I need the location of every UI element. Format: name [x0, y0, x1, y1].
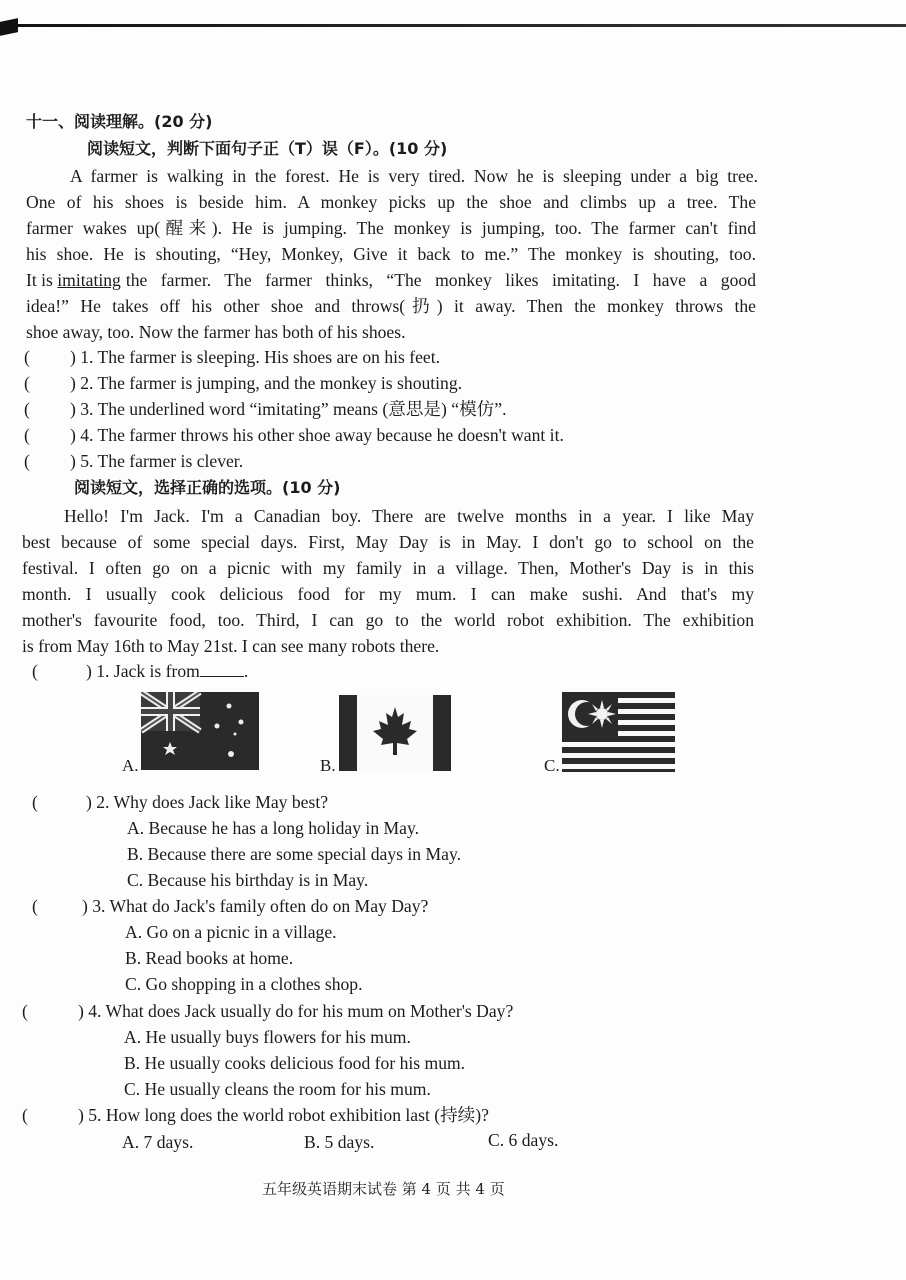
answer-paren: (	[24, 451, 30, 471]
question-text: ) 1. Jack is from	[86, 661, 200, 681]
passage-line: festival. I often go on a picnic with my family in a village. Then, Mother's Day is in this	[22, 558, 754, 578]
question-text: ) 2. Why does Jack like May best?	[86, 792, 329, 812]
option-c[interactable]: C. He usually cleans the room for his mum.	[124, 1079, 431, 1099]
question-text: ) 3. What do Jack's family often do on May Day?	[82, 896, 429, 916]
answer-paren: (	[22, 1105, 28, 1125]
passage-line: his shoe. He is shouting, “Hey, Monkey, Give it back to me.” The monkey is shouting, too.	[26, 244, 756, 264]
scan-edge-line	[0, 24, 906, 27]
passage-line: One of his shoes is beside him. A monkey picks up the shoe and climbs up a tree. The	[26, 192, 756, 212]
passage-line: A farmer is walking in the forest. He is very tired. Now he is sleeping under a big tree.	[70, 166, 758, 186]
mc-question-2[interactable]	[32, 789, 328, 815]
answer-paren: (	[22, 1001, 28, 1021]
malaysia-flag-icon[interactable]	[562, 692, 675, 772]
option-b[interactable]: B. Because there are some special days in May.	[127, 844, 461, 864]
question-text: ) 2. The farmer is jumping, and the monkey is shouting.	[70, 373, 463, 393]
tf-question[interactable]	[24, 422, 564, 448]
canada-flag-icon[interactable]	[339, 695, 451, 771]
page-footer: 五年级英语期末试卷 第 4 页 共 4 页	[262, 1180, 505, 1198]
passage-line: mother's favourite food, too. Third, I can go to the world robot exhibition. The exhibition	[22, 610, 754, 630]
option-a[interactable]: A. Because he has a long holiday in May.	[127, 818, 420, 838]
passage-line: best because of some special days. First, May Day is in May. I don't go to school on the	[22, 532, 754, 552]
tf-question[interactable]	[24, 370, 462, 396]
answer-paren: (	[24, 399, 30, 419]
question-text: ) 5. How long does the world robot exhibition last (持续)?	[78, 1105, 489, 1125]
option-a[interactable]: A. 7 days.	[122, 1132, 194, 1152]
australia-flag-icon[interactable]	[141, 692, 259, 770]
scan-edge-corner	[0, 18, 18, 36]
answer-paren: (	[24, 425, 30, 445]
tf-question[interactable]	[24, 448, 243, 474]
mc-question-4[interactable]	[22, 998, 513, 1024]
passage-line: Hello! I'm Jack. I'm a Canadian boy. There are twelve months in a year. I like May	[64, 506, 754, 526]
option-b[interactable]: B. 5 days.	[304, 1132, 375, 1152]
mc-question-3[interactable]	[32, 893, 428, 919]
option-c[interactable]: C. Because his birthday is in May.	[127, 870, 369, 890]
option-c-label[interactable]: C.	[544, 756, 560, 775]
passage-line: shoe away, too. Now the farmer has both of his shoes.	[26, 322, 406, 342]
option-c[interactable]: C. 6 days.	[488, 1130, 559, 1150]
answer-paren: (	[24, 373, 30, 393]
option-b[interactable]: B. Read books at home.	[125, 948, 294, 968]
question-text: ) 3. The underlined word “imitating” means (意思是) “模仿”.	[70, 399, 507, 419]
option-b[interactable]: B. He usually cooks delicious food for his mum.	[124, 1053, 466, 1073]
question-text: ) 4. What does Jack usually do for his mum on Mother's Day?	[78, 1001, 514, 1021]
passage-line: idea!” He takes off his other shoe and throws(扔) it away. Then the monkey throws the	[26, 296, 756, 316]
option-a[interactable]: A. Go on a picnic in a village.	[125, 922, 337, 942]
option-a[interactable]: A. He usually buys flowers for his mum.	[124, 1027, 411, 1047]
underlined-word: imitating	[57, 270, 121, 290]
answer-paren: (	[24, 347, 30, 367]
passage-line: is from May 16th to May 21st. I can see many robots there.	[22, 636, 440, 656]
union-jack-canton	[141, 692, 200, 731]
tf-question[interactable]	[24, 344, 440, 370]
tf-question[interactable]	[24, 396, 506, 422]
question-text: ) 1. The farmer is sleeping. His shoes are on his feet.	[70, 347, 441, 367]
answer-paren: (	[32, 896, 38, 916]
answer-blank	[200, 661, 244, 677]
answer-paren: (	[32, 792, 38, 812]
answer-paren: (	[32, 661, 38, 681]
part1-instruction: 阅读短文，判断下面句子正（T）误（F）。(10 分)	[87, 139, 448, 158]
passage-line	[26, 267, 756, 293]
question-text: ) 4. The farmer throws his other shoe away because he doesn't want it.	[70, 425, 564, 445]
passage-text: It is	[26, 270, 58, 290]
part2-instruction: 阅读短文，选择正确的选项。(10 分)	[74, 478, 341, 497]
question-text: ) 5. The farmer is clever.	[70, 451, 244, 471]
passage-line: farmer wakes up(醒来). He is jumping. The monkey is jumping, too. The farmer can't find	[26, 218, 756, 238]
section-title: 十一、阅读理解。(20 分)	[26, 112, 213, 131]
option-c[interactable]: C. Go shopping in a clothes shop.	[125, 974, 363, 994]
passage-text: the farmer. The farmer thinks, “The monkey likes imitating. I have a good	[125, 270, 756, 290]
mc-question-5[interactable]	[22, 1102, 489, 1128]
option-a-label[interactable]: A.	[122, 756, 139, 775]
option-b-label[interactable]: B.	[320, 756, 336, 775]
mc-question-1[interactable]: ( ) 1. Jack is from .	[32, 658, 248, 684]
passage-line: month. I usually cook delicious food for my mum. I can make sushi. And that's my	[22, 584, 754, 604]
